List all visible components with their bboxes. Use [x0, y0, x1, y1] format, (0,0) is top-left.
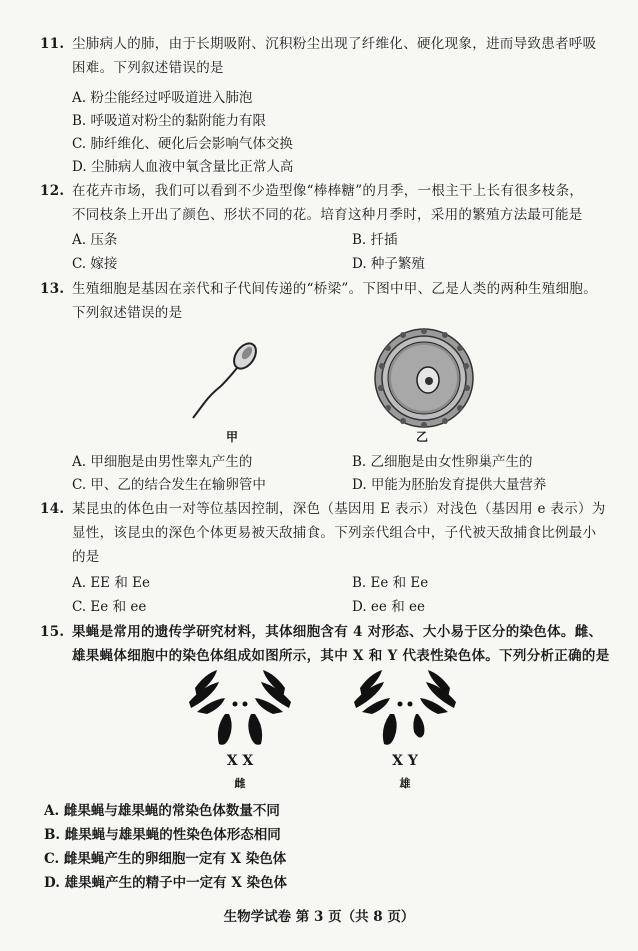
q11-number: 11. [40, 36, 65, 52]
q15-option-b: B. 雌果蝇与雄果蝇的性染色体形态相同 [44, 827, 281, 843]
q13-stem-line1: 生殖细胞是基因在亲代和子代间传递的“桥梁”。下图中甲、乙是人类的两种生殖细胞。 [72, 281, 598, 297]
q15-stem-line2: 雄果蝇体细胞中的染色体组成如图所示，其中 X 和 Y 代表性染色体。下列分析正确的是 [72, 648, 610, 664]
q11-option-a: A. 粉尘能经过呼吸道进入肺泡 [72, 90, 253, 106]
caption-jia: 甲 [225, 430, 238, 444]
q13-option-a: A. 甲细胞是由男性睾丸产生的 [72, 454, 253, 470]
q11-option-c: C. 肺纤维化、硬化后会影响气体交换 [72, 136, 293, 152]
q15-option-d: D. 雄果蝇产生的精子中一定有 X 染色体 [44, 875, 287, 891]
q13-stem-line2: 下列叙述错误的是 [72, 305, 183, 321]
q12-option-c: C. 嫁接 [72, 256, 118, 272]
q13-option-b: B. 乙细胞是由女性卵巢产生的 [352, 454, 533, 470]
q12-option-a: A. 压条 [72, 232, 118, 248]
q14-stem-line1: 某昆虫的体色由一对等位基因控制，深色（基因用 E 表示）对浅色（基因用 e 表示）为 [72, 501, 606, 517]
q13-number: 13. [40, 281, 65, 297]
q12-number: 12. [40, 183, 65, 199]
female-chromosome-figure [185, 668, 295, 750]
female-sex-chromosomes: X X [226, 753, 254, 769]
q12-option-b: B. 扦插 [352, 232, 398, 248]
q14-stem-line3: 的是 [72, 549, 100, 565]
q14-number: 14. [40, 501, 65, 517]
page-footer: 生物学试卷 第 3 页（共 8 页） [223, 909, 415, 925]
male-sex-chromosomes: X Y [392, 753, 418, 769]
q14-option-d: D. ee 和 ee [352, 599, 425, 615]
sperm-cell-figure [185, 338, 275, 423]
q11-option-d: D. 尘肺病人血液中氧含量比正常人高 [72, 159, 294, 175]
q12-stem-line2: 不同枝条上开出了颜色、形状不同的花。培育这种月季时，采用的繁殖方法最可能是 [72, 207, 583, 223]
egg-cell-figure [368, 326, 480, 430]
male-label: 雄 [399, 777, 411, 790]
q13-option-d: D. 甲能为胚胎发育提供大量营养 [352, 477, 547, 493]
q14-option-b: B. Ee 和 Ee [352, 575, 429, 591]
q11-option-b: B. 呼吸道对粉尘的黏附能力有限 [72, 113, 267, 129]
q11-stem-line1: 尘肺病人的肺，由于长期吸附、沉积粉尘出现了纤维化、硬化现象，进而导致患者呼吸 [72, 36, 597, 52]
q11-stem-line2: 困难。下列叙述错误的是 [72, 60, 224, 76]
q12-option-d: D. 种子繁殖 [352, 256, 425, 272]
caption-yi: 乙 [415, 430, 428, 444]
female-label: 雌 [234, 777, 246, 790]
q12-stem-line1: 在花卉市场，我们可以看到不少造型像“棒棒糖”的月季，一根主干上长有很多枝条， [72, 183, 584, 199]
q14-option-c: C. Ee 和 ee [72, 599, 147, 615]
q14-stem-line2: 显性，该昆虫的深色个体更易被天敌捕食。下列亲代组合中，子代被天敌捕食比例最小 [72, 525, 597, 541]
male-chromosome-figure [350, 668, 460, 750]
q15-number: 15. [40, 624, 65, 640]
q14-option-a: A. EE 和 Ee [72, 575, 150, 591]
q15-option-a: A. 雌果蝇与雄果蝇的常染色体数量不同 [44, 803, 280, 819]
q13-option-c: C. 甲、乙的结合发生在输卵管中 [72, 477, 266, 493]
q15-stem-line1: 果蝇是常用的遗传学研究材料，其体细胞含有 4 对形态、大小易于区分的染色体。雌、 [72, 624, 603, 640]
q15-option-c: C. 雌果蝇产生的卵细胞一定有 X 染色体 [44, 851, 287, 867]
